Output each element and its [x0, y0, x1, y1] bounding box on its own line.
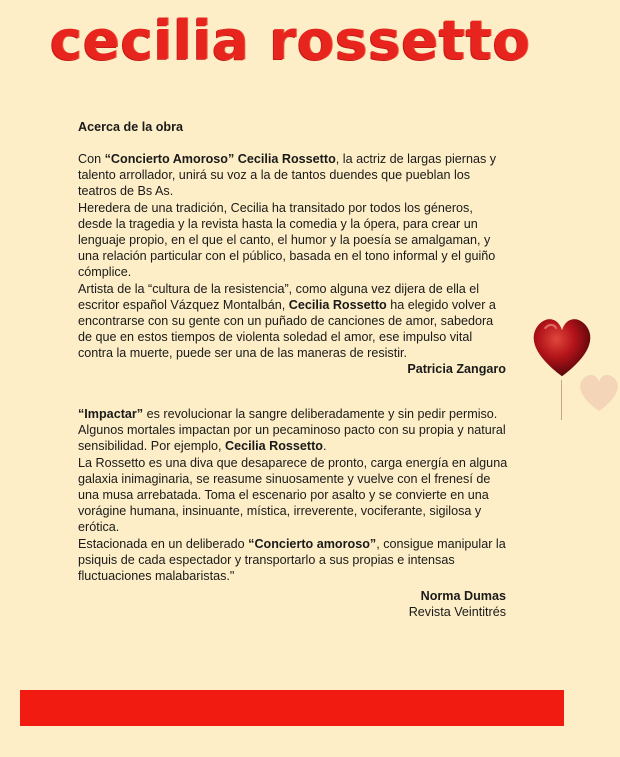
about-p1-bold: “Concierto Amoroso” Cecilia Rossetto — [104, 152, 336, 166]
about-p3-bold: Cecilia Rossetto — [288, 297, 387, 312]
review-signature — [409, 588, 506, 620]
bottom-bar — [20, 690, 564, 726]
review-p3-intro: Estacionada en un deliberado — [78, 536, 249, 551]
review-p3-bold: “Concierto amoroso” — [248, 536, 377, 551]
review-p2: La Rossetto es una diva que desaparece de pronto, carga energía en alguna galaxia inimaginaria, se reasume sinuosamente y vuelve con el frenesí de una musa arrebatada. Toma el escenario por asalto y se convierte en una vorágine humana, insinuante, mística, irreverente, vociferante, sigilosa y erótica. — [78, 455, 508, 535]
review-p1-end: . — [323, 439, 327, 454]
about-p3-rest: ha elegido volver a encontrarse con su gente con un puñado de canciones de amor, sabedora de que en estos tiempos de violenta soledad el amor, ese impulso vital contra la muerte, puede ser una de las maneras de resistir. — [78, 297, 496, 361]
about-p1-rest: , la actriz de largas piernas y talento arrollador, unirá su voz a la de tantos duendes que pueblan los teatros de Bs As. — [78, 152, 497, 199]
review-p1-bold: “Impactar” — [78, 407, 144, 421]
review-publication: Revista Veintitrés — [408, 605, 506, 619]
about-p1-intro: Con — [78, 152, 105, 166]
section-heading: Acerca de la obra — [78, 120, 183, 134]
review-text — [78, 406, 510, 584]
review-author: Norma Dumas — [420, 589, 506, 603]
about-text — [78, 151, 510, 362]
about-author: Patricia Zangaro — [407, 362, 506, 376]
about-p2: Heredera de una tradición, Cecilia ha transitado por todos los géneros, desde la tragedia y la revista hasta la comedia y la ópera, para crear un lenguaje propio, en el que el canto, el humor y la poesía se amalgaman, y una relación particular con el público, basada en el tono informal y el guiño cómplice. — [78, 200, 496, 280]
heart-icon — [524, 310, 600, 382]
review-p3-rest: , consigue manipular la psiquis de cada espectador y transportarlo a sus propias e intensas fluctuaciones malabaristas." — [78, 536, 506, 584]
about-p3-intro: Artista de la “cultura de la resistencia”, como alguna vez dijera de ella el escritor español Vázquez Montalbán, — [78, 281, 480, 312]
page-title: cecilia rossetto — [50, 9, 531, 72]
review-p1-text: es revolucionar la sangre deliberadamente y sin pedir permiso. Algunos mortales impactan por un pecaminoso pacto con su propia y natural sensibilidad. Por ejemplo, — [78, 407, 506, 454]
heart-string — [561, 380, 562, 420]
review-p1-name: Cecilia Rossetto — [225, 439, 323, 454]
